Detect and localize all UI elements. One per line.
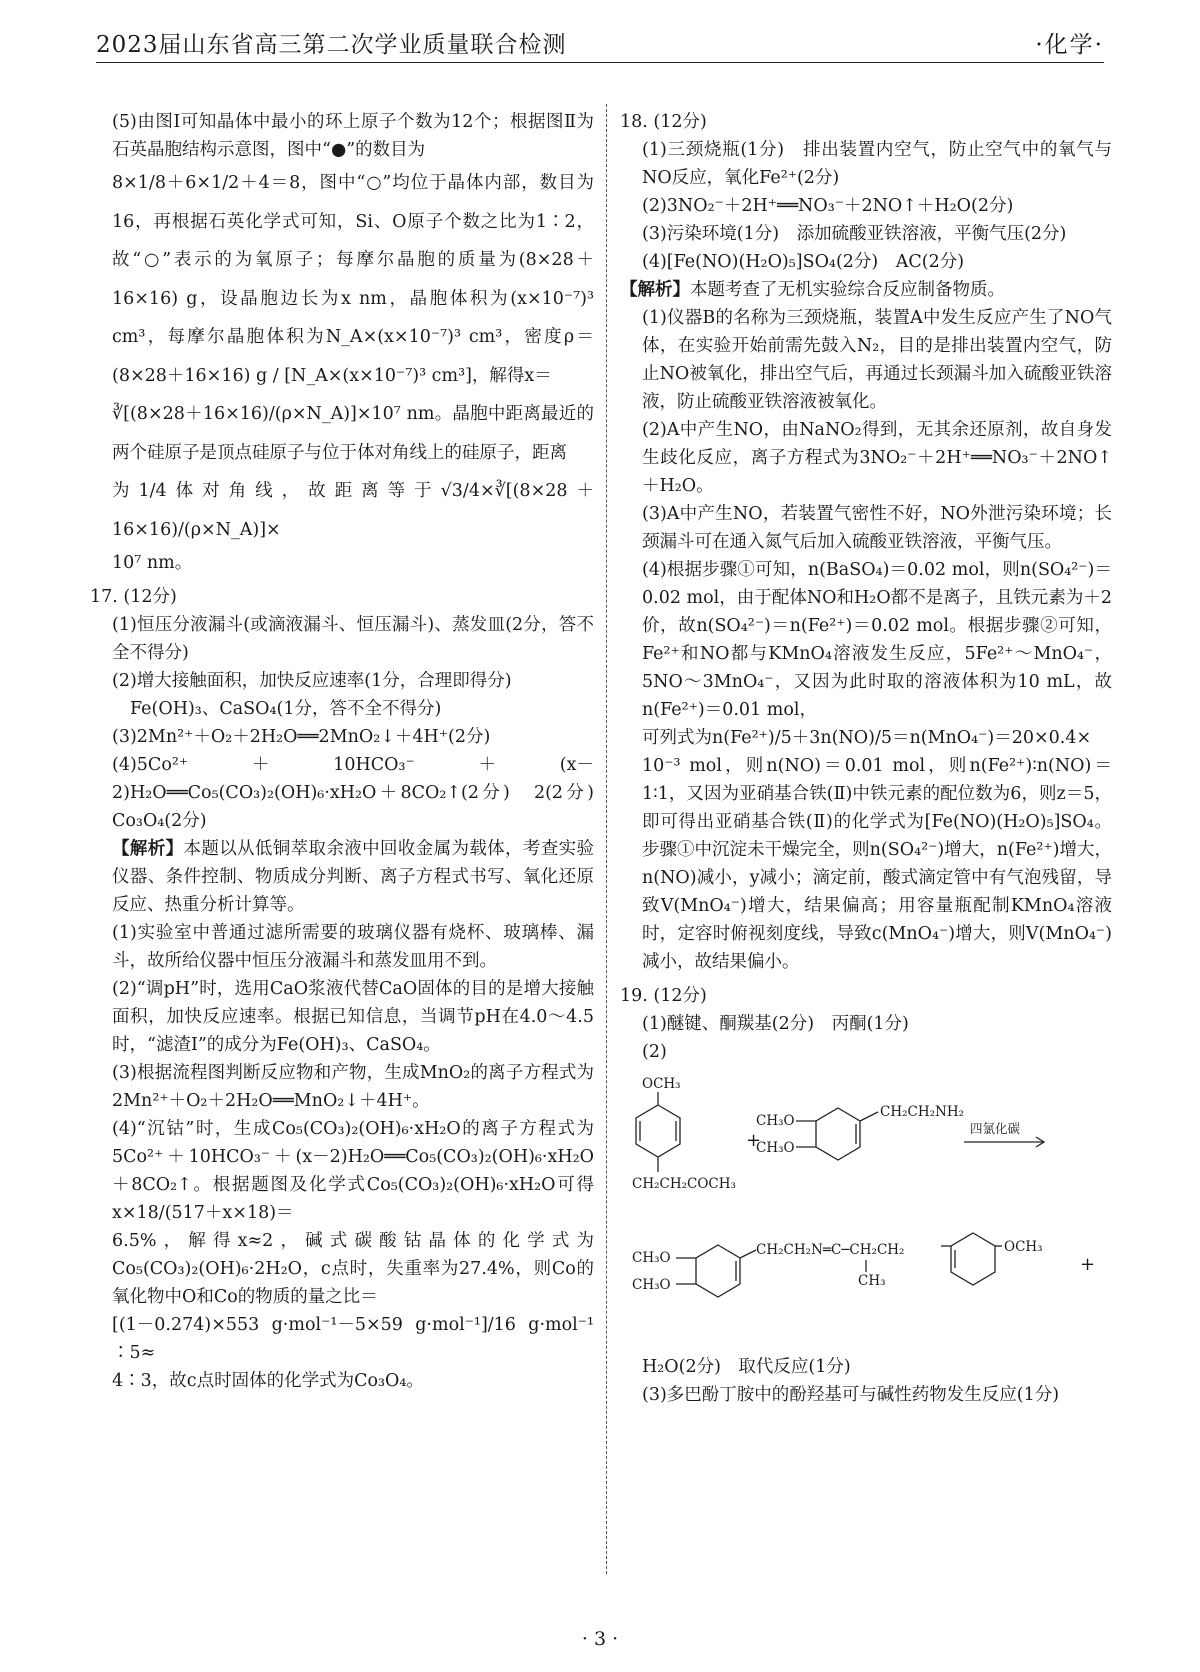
q16-part5-text: 为1/4体对角线，故距离等于√3/4×∛[(8×28＋16×16)/(ρ×N_A)]×	[112, 481, 594, 540]
q17-analysis: (3)根据流程图判断反应物和产物，生成MnO₂的离子方程式为2Mn²⁺＋O₂＋2H₂O══MnO₂↓＋4H⁺。	[112, 1063, 594, 1111]
benzene-ring	[951, 1233, 995, 1285]
q19-answer: H₂O(2分) 取代反应(1分)	[642, 1357, 851, 1377]
methyl-label: CH₃	[858, 1273, 886, 1289]
page-header	[96, 22, 1104, 60]
q16-part5-text: (5)由图Ⅰ可知晶体中最小的环上原子个数为12个；根据图Ⅱ为石英晶胞结构示意图，图中“●”的数目为	[112, 112, 594, 160]
methoxy-label: CH₃O	[756, 1140, 795, 1156]
q17-analysis: (2)“调pH”时，选用CaO浆液代替CaO固体的目的是增大接触面积，加快反应速率。根据已知信息，当调节pH在4.0～4.5时，“滤渣Ⅰ”的成分为Fe(OH)₃、CaSO₄。	[112, 979, 594, 1055]
methoxy-label: CH₃O	[756, 1113, 795, 1129]
q18-answer: (4)[Fe(NO)(H₂O)₅]SO₄(2分) AC(2分)	[642, 252, 965, 272]
q17-analysis: (1)实验室中普通过滤所需要的玻璃仪器有烧杯、玻璃棒、漏斗，故所给仪器中恒压分液漏斗和蒸发皿用不到。	[112, 923, 594, 971]
methoxy-label: CH₃O	[632, 1277, 671, 1293]
header-rule	[96, 62, 1104, 63]
right-column	[620, 108, 1112, 1409]
left-column	[90, 108, 612, 1395]
question-18-title: 18. (12分)	[620, 112, 707, 132]
subject-label: ·化学·	[1035, 32, 1104, 58]
q18-analysis: (4)根据步骤①可知，n(BaSO₄)＝0.02 mol，则n(SO₄²⁻)＝0.02 mol，由于配体NO和H₂O都不是离子，且铁元素为＋2价，故n(SO₄²⁻)＝n(Fe²⁺)＝0.02 mol。根据步骤②可知，Fe²⁺和NO都与KMnO₄溶液发生反应，5Fe²⁺～MnO₄⁻，5NO～3MnO₄⁻，又因为此时取的溶液体积为10 mL，故n(Fe²⁺)＝0.01 mol，	[642, 560, 1112, 720]
q17-answer: (3)2Mn²⁺＋O₂＋2H₂O══2MnO₂↓＋4H⁺(2分)	[112, 727, 491, 747]
methoxy-label: CH₃O	[632, 1250, 671, 1266]
imine-chain-label: CH₂CH₂N═C─CH₂CH₂	[756, 1242, 905, 1258]
q17-answer: Fe(OH)₃、CaSO₄(1分，答不全不得分)	[130, 699, 442, 719]
benzene-ring	[696, 1245, 740, 1297]
side-chain-label: CH₂CH₂COCH₃	[632, 1176, 736, 1192]
q16-part5-text: 8×1/8＋6×1/2＋4＝8，图中“○”均位于晶体内部，数目为16，再根据石英化学式可知，Si、O原子个数之比为1∶2，故“○”表示的为氧原子；每摩尔晶胞的质量为(8×28＋16×16) g，设晶胞边长为x nm，晶胞体积为(x×10⁻⁷)³ cm³，每摩尔晶胞体积为N_A×(x×10⁻⁷)³ cm³，密度ρ＝(8×28＋16×16) g / [N_A×(x×10⁻⁷)³ cm³]，解得x＝	[112, 173, 594, 386]
q18-answer: (3)污染环境(1分) 添加硫酸亚铁溶液，平衡气压(2分)	[642, 224, 1067, 244]
question-17-title: 17. (12分)	[90, 587, 177, 607]
reaction-scheme-svg	[628, 1070, 1098, 1340]
q19-answer: (3)多巴酚丁胺中的酚羟基可与碱性药物发生反应(1分)	[642, 1385, 1060, 1405]
q17-answer: (4)5Co²⁺＋10HCO₃⁻＋(x－2)H₂O══Co₅(CO₃)₂(OH)₆·xH₂O＋8CO₂↑(2分) 2(2分) Co₃O₄(2分)	[112, 755, 612, 831]
q17-analysis: (4)“沉钴”时，生成Co₅(CO₃)₂(OH)₆·xH₂O的离子方程式为5Co²⁺＋10HCO₃⁻＋(x－2)H₂O══Co₅(CO₃)₂(OH)₆·xH₂O＋8CO₂↑。根据题图及化学式Co₅(CO₃)₂(OH)₆·xH₂O可得 x×18/(517＋x×18)＝	[112, 1119, 594, 1223]
column-divider	[606, 104, 607, 1574]
q18-analysis: (2)A中产生NO，由NaNO₂得到，无其余还原剂，故自身发生歧化反应，离子方程式为3NO₂⁻＋2H⁺══NO₃⁻＋2NO↑＋H₂O。	[642, 420, 1112, 496]
reaction-scheme	[628, 1070, 1112, 1349]
methoxy-label: OCH₃	[1004, 1239, 1043, 1255]
q18-analysis: 10⁻³ mol，则n(NO)＝0.01 mol，则n(Fe²⁺)∶n(NO)＝1∶1，又因为亚硝基合铁(Ⅱ)中铁元素的配位数为6，则z＝5，即可得出亚硝基合铁(Ⅱ)的化学式为[Fe(NO)(H₂O)₅]SO₄。步骤①中沉淀未干燥完全，则n(SO₄²⁻)增大，n(Fe²⁺)增大，n(NO)减小，y减小；滴定前，酸式滴定管中有气泡残留，导致V(MnO₄⁻)增大，结果偏高；用容量瓶配制KMnO₄溶液时，定容时俯视刻度线，导致c(MnO₄⁻)增大，则V(MnO₄⁻)减小，故结果偏小。	[642, 756, 1112, 972]
amine-chain-label: CH₂CH₂NH₂	[880, 1104, 965, 1120]
q18-answer: (1)三颈烧瓶(1分) 排出装置内空气，防止空气中的氧气与NO反应，氧化Fe²⁺(2分)	[642, 140, 1112, 188]
q18-analysis: 本题考查了无机实验综合反应制备物质。	[690, 280, 1005, 300]
q17-analysis: 本题以从低铜萃取余液中回收金属为载体，考查实验仪器、条件控制、物质成分判断、离子方程式书写、氧化还原反应、热重分析计算等。	[112, 839, 595, 915]
q17-answer: (1)恒压分液漏斗(或滴液漏斗、恒压漏斗)、蒸发皿(2分，答不全不得分)	[112, 615, 594, 663]
reaction-condition: 四氯化碳	[970, 1121, 1021, 1136]
benzene-ring	[636, 1105, 680, 1157]
analysis-label: 【解析】	[112, 839, 184, 859]
question-19-title: 19. (12分)	[620, 986, 707, 1006]
plus-sign: +	[1080, 1254, 1096, 1275]
methoxy-label: OCH₃	[642, 1076, 681, 1092]
q17-analysis: 6.5%，解得x≈2，碱式碳酸钴晶体的化学式为Co₅(CO₃)₂(OH)₆·2H₂O，c点时，失重率为27.4%，则Co的氧化物中O和Co的物质的量之比＝	[112, 1231, 594, 1307]
q17-analysis: [(1－0.274)×553 g·mol⁻¹－5×59 g·mol⁻¹]/16 g·mol⁻¹ ∶5≈	[112, 1315, 594, 1363]
q17-answer: (2)增大接触面积，加快反应速率(1分，合理即得分)	[112, 671, 512, 691]
q16-part5-text: ∛[(8×28＋16×16)/(ρ×N_A)]×10⁷ nm。晶胞中距离最近的两个硅原子是顶点硅原子与位于体对角线上的硅原子，距离	[112, 404, 594, 463]
q18-analysis: (1)仪器B的名称为三颈烧瓶，装置A中发生反应产生了NO气体，在实验开始前需先鼓入N₂，目的是排出装置内空气，防止NO被氧化，排出空气后，再通过长颈漏斗加入硫酸亚铁溶液，防止硫酸亚铁溶液被氧化。	[642, 308, 1112, 412]
q19-answer: (2)	[642, 1042, 667, 1062]
analysis-label: 【解析】	[620, 280, 690, 300]
q16-part5-text: 10⁷ nm。	[112, 553, 193, 573]
exam-title: 2023届山东省高三第二次学业质量联合检测	[96, 32, 567, 58]
q17-analysis: 4∶3，故c点时固体的化学式为Co₃O₄。	[112, 1371, 424, 1391]
q18-analysis: 可列式为n(Fe²⁺)/5＋3n(NO)/5＝n(MnO₄⁻)＝20×0.4×	[642, 728, 1092, 748]
benzene-ring	[816, 1108, 860, 1160]
q18-answer: (2)3NO₂⁻＋2H⁺══NO₃⁻＋2NO↑＋H₂O(2分)	[642, 196, 1014, 216]
q19-answer: (1)醚键、酮羰基(2分) 丙酮(1分)	[642, 1014, 909, 1034]
page-number: · 3 ·	[581, 1628, 619, 1650]
q18-analysis: (3)A中产生NO，若装置气密性不好，NO外泄污染环境；长颈漏斗可在通入氮气后加入硫酸亚铁溶液，平衡气压。	[642, 504, 1112, 552]
plus-sign: +	[746, 1130, 762, 1151]
